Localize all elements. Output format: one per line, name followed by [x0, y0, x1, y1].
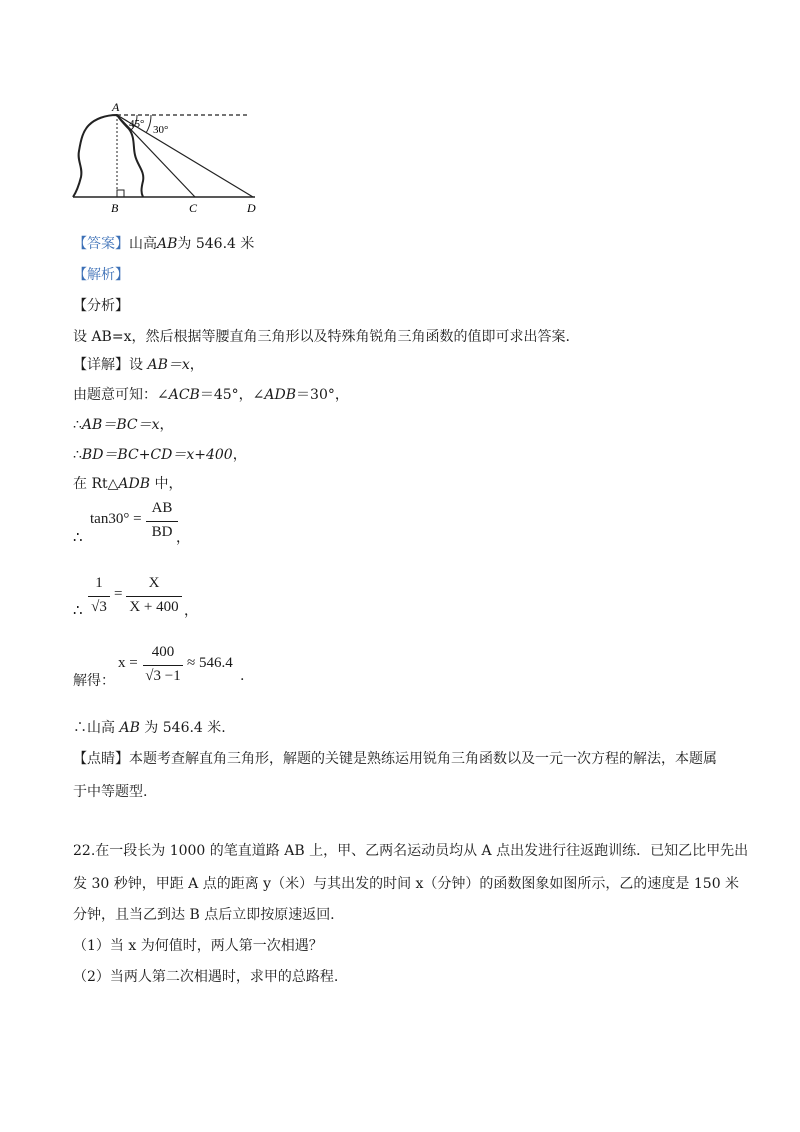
detail-line5-c: 中， — [150, 476, 183, 492]
detail-set-end: ， — [189, 357, 204, 373]
detail-line-2 — [73, 385, 349, 405]
eq1-therefore: ∴ — [73, 530, 83, 546]
detail-line2-a: 由题意可知：∠ — [73, 387, 169, 403]
detail-line3-pre: ∴ — [73, 417, 82, 433]
eq2-lhs-bar — [88, 596, 110, 597]
q22-line-3: 分钟，且当乙到达 B 点后立即按原速返回. — [73, 907, 335, 923]
answer-var: AB — [157, 236, 178, 252]
detail-line4: BD＝BC+CD＝x+400 — [81, 447, 233, 463]
eq3-approx: ≈ 546.4 — [187, 655, 233, 671]
dianjing-tag: 【点睛】 — [73, 751, 129, 767]
detail-line2-c: ＝45°，∠ — [199, 387, 265, 403]
conclusion-line — [73, 718, 226, 738]
q22-line-2: 发 30 秒钟，甲距 A 点的距离 y（米）与其出发的时间 x（分钟）的函数图象如图所示，乙的速度是 150 米 — [73, 876, 740, 892]
detail-line-4 — [73, 445, 247, 465]
label-d: D — [247, 201, 256, 215]
detail-line5-a: 在 Rt△ — [73, 476, 119, 492]
label-angle-45: 45° — [129, 118, 145, 130]
detail-tag: 【详解】 — [73, 357, 129, 373]
eq2-lhs-numerator: 1 — [95, 575, 103, 591]
detail-line2-e: ＝30°， — [296, 387, 349, 403]
detail-set: 设 — [129, 357, 148, 373]
label-angle-30: 30° — [153, 124, 169, 136]
eq2-equals: = — [114, 586, 123, 602]
analysis-tag: 【解析】 — [73, 267, 129, 283]
detail-set-expr: AB＝x — [147, 357, 190, 373]
eq2-lhs-denominator: √3 — [91, 599, 107, 615]
label-a: A — [112, 100, 120, 114]
eq1-fraction — [146, 500, 178, 544]
eq2-rhs-bar — [126, 596, 182, 597]
eq2-end: ， — [184, 603, 198, 619]
detail-line3: AB＝BC＝x — [81, 417, 160, 433]
eq3-lhs: x = — [118, 655, 138, 671]
detail-line-3 — [73, 415, 173, 435]
conclusion-var: AB — [119, 720, 140, 736]
detail-line4-end: ， — [232, 447, 247, 463]
fenxi-text: 设 AB=x，然后根据等腰直角三角形以及特殊角锐角三角函数的值即可求出答案. — [73, 329, 570, 345]
eq3-fraction — [143, 644, 183, 690]
q22-subquestion-2: （2）当两人第二次相遇时，求甲的总路程. — [73, 969, 339, 985]
detail-line-1 — [73, 355, 204, 375]
geometry-figure — [65, 95, 275, 220]
eq2-rhs-fraction — [126, 575, 182, 621]
detail-line3-end: ， — [159, 417, 174, 433]
eq2-denominator: X + 400 — [129, 599, 179, 615]
detail-line2-b: ACB — [168, 387, 200, 403]
eq2-lhs-fraction — [88, 575, 110, 621]
eq2-therefore: ∴ — [73, 603, 83, 619]
dianjing-text-2: 于中等题型. — [73, 784, 148, 800]
dianjing-text-1: 本题考查解直角三角形，解题的关键是熟练运用锐角三角函数以及一元一次方程的解法，本题属 — [129, 751, 717, 767]
answer-prefix: 山高 — [129, 236, 157, 252]
detail-line4-pre: ∴ — [73, 447, 82, 463]
eq1-fraction-bar — [146, 521, 178, 522]
eq3-numerator: 400 — [151, 644, 175, 660]
eq3-denominator: √3 −1 — [145, 668, 181, 684]
fenxi-tag: 【分析】 — [73, 298, 129, 314]
q22-line-1: 22.在一段长为 1000 的笔直道路 AB 上，甲、乙两名运动员均从 A 点出发进行往返跑训练．已知乙比甲先出 — [73, 843, 749, 859]
eq1-denominator: BD — [151, 524, 173, 540]
eq1-lhs: tan30° = — [90, 511, 142, 527]
eq3-label: 解得： — [73, 673, 115, 689]
detail-line5-b: ADB — [118, 476, 151, 492]
eq1-numerator: AB — [151, 500, 173, 516]
label-b: B — [111, 201, 119, 215]
eq2-numerator: X — [148, 575, 160, 591]
answer-tag: 【答案】 — [73, 236, 129, 252]
dianjing-line-1 — [73, 749, 717, 769]
conclusion-pre: ∴山高 — [73, 720, 120, 736]
eq3-fraction-bar — [143, 665, 183, 666]
q22-subquestion-1: （1）当 x 为何值时，两人第一次相遇？ — [73, 938, 323, 954]
answer-line — [73, 234, 254, 254]
eq1-end: ， — [176, 530, 190, 546]
conclusion-post: 为 546.4 米. — [139, 720, 226, 736]
answer-suffix: 为 546.4 米 — [177, 236, 255, 252]
label-c: C — [189, 201, 198, 215]
detail-line-5 — [73, 474, 182, 494]
detail-line2-d: ADB — [264, 387, 297, 403]
eq3-end: . — [240, 668, 245, 684]
